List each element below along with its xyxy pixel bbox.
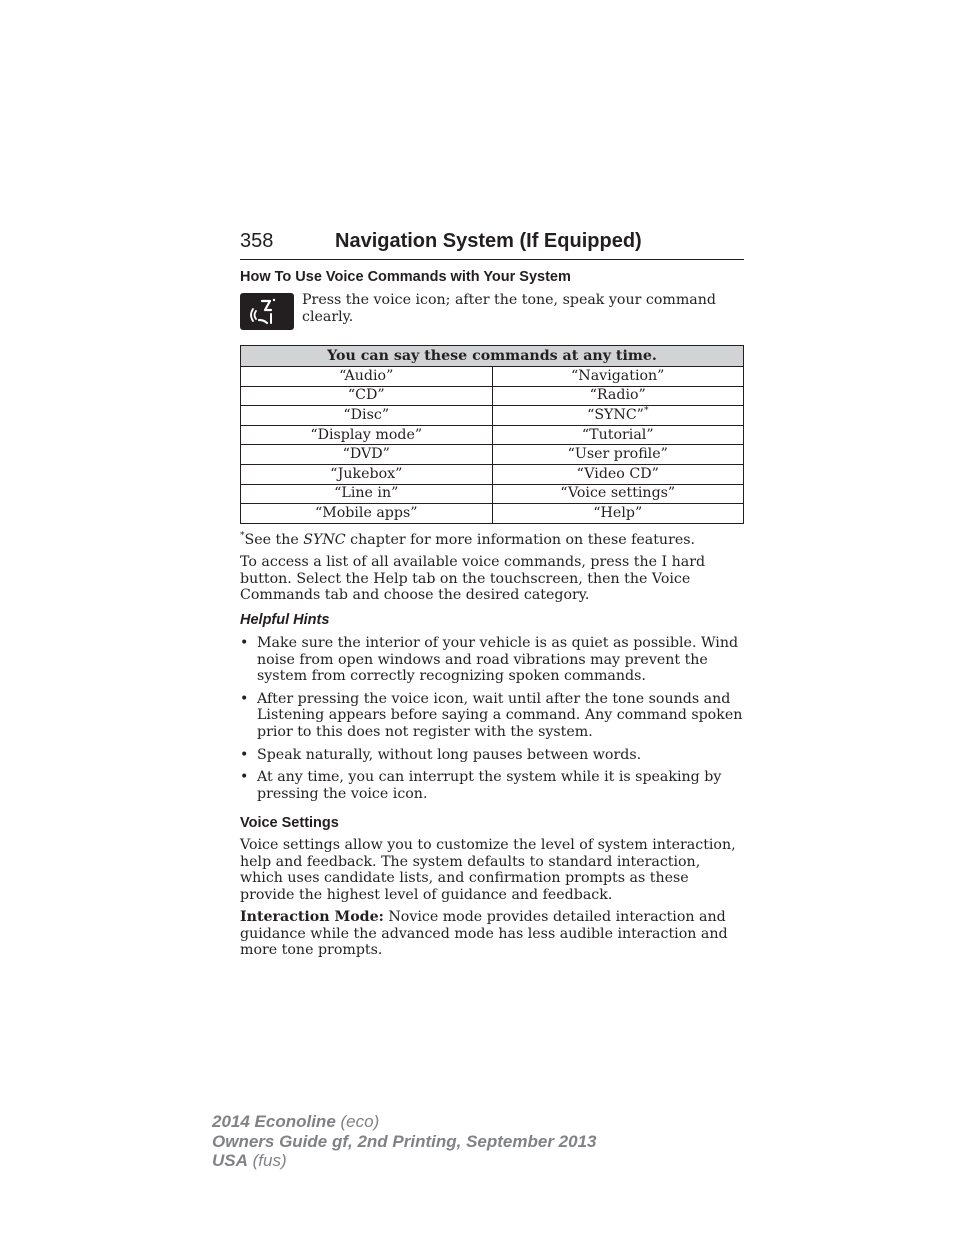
interaction-mode-label: Interaction Mode: bbox=[240, 909, 384, 925]
table-row bbox=[241, 484, 744, 504]
page-header bbox=[240, 229, 744, 260]
voice-settings-heading: Voice Settings bbox=[240, 815, 339, 831]
footer-region: USA bbox=[212, 1151, 248, 1170]
helpful-hints-heading: Helpful Hints bbox=[240, 612, 330, 628]
access-commands-paragraph: To access a list of all available voice commands, press the I hard button. Select the Help tab on the touchscreen, then the Voice Commands tab and choose the desired category. bbox=[240, 554, 706, 604]
command-cell: “DVD” bbox=[241, 445, 493, 465]
list-item bbox=[240, 691, 744, 741]
table-row bbox=[241, 406, 744, 426]
footer-region-line bbox=[212, 1151, 732, 1171]
footnote-marker: * bbox=[643, 405, 649, 416]
table-row bbox=[241, 445, 744, 465]
command-cell: “Mobile apps” bbox=[241, 504, 493, 524]
footer-region-code: (fus) bbox=[247, 1151, 287, 1170]
footnote-sync-reference: SYNC bbox=[303, 532, 346, 548]
command-cell: “CD” bbox=[241, 386, 493, 406]
command-cell: “Disc” bbox=[241, 406, 493, 426]
command-cell: “Help” bbox=[492, 504, 744, 524]
command-text: “SYNC” bbox=[587, 406, 644, 423]
command-cell: “Video CD” bbox=[492, 464, 744, 484]
table-header: You can say these commands at any time. bbox=[241, 346, 744, 367]
footnote-text-end: chapter for more information on these features. bbox=[345, 532, 696, 548]
footnote-text-start: See the bbox=[244, 532, 304, 548]
footer-model: 2014 Econoline bbox=[212, 1112, 336, 1131]
command-cell: “Jukebox” bbox=[241, 464, 493, 484]
hint-text: At any time, you can interrupt the system while it is speaking by pressing the voice icon. bbox=[257, 769, 722, 802]
voice-settings-paragraph: Voice settings allow you to customize the level of system interaction, help and feedback. The system defaults to standard interaction, which uses candidate lists, and confirmation prompts as these provide the highest level of guidance and feedback. bbox=[240, 837, 736, 903]
interaction-mode-paragraph bbox=[240, 909, 744, 959]
table-row bbox=[241, 386, 744, 406]
interaction-mode-text: Novice mode provides detailed interaction and guidance while the advanced mode has less audible interaction and more tone prompts. bbox=[240, 909, 728, 959]
hint-text: Make sure the interior of your vehicle is as quiet as possible. Wind noise from open windows and road vibrations may prevent the system from correctly recognizing spoken commands. bbox=[257, 635, 739, 685]
voice-command-icon bbox=[240, 293, 294, 330]
list-item bbox=[240, 769, 744, 802]
chapter-title: Navigation System (If Equipped) bbox=[335, 230, 642, 252]
command-cell: “User profile” bbox=[492, 445, 744, 465]
list-item bbox=[240, 635, 744, 685]
bullet: • bbox=[240, 635, 249, 651]
table-footnote bbox=[240, 532, 744, 549]
hint-text: After pressing the voice icon, wait until after the tone sounds and Listening appears before saying a command. Any command spoken prior to this does not register with the system. bbox=[257, 690, 743, 740]
footer-model-line bbox=[212, 1112, 732, 1132]
command-cell: “Voice settings” bbox=[492, 484, 744, 504]
footer-model-code: (eco) bbox=[335, 1112, 380, 1131]
table-row bbox=[241, 367, 744, 387]
page-footer bbox=[212, 1112, 732, 1171]
command-cell: “Tutorial” bbox=[492, 425, 744, 445]
table-row bbox=[241, 464, 744, 484]
table-row bbox=[241, 425, 744, 445]
list-item bbox=[240, 747, 744, 764]
command-cell: “Audio” bbox=[241, 367, 493, 387]
voice-icon-instruction: Press the voice icon; after the tone, speak your command clearly. bbox=[302, 292, 716, 325]
command-cell: “Line in” bbox=[241, 484, 493, 504]
voice-commands-table bbox=[240, 345, 744, 524]
bullet: • bbox=[240, 690, 249, 707]
page-number: 358 bbox=[240, 230, 274, 252]
footer-guide: Owners Guide gf, 2nd Printing, September 2013 bbox=[212, 1131, 597, 1151]
command-cell: “Display mode” bbox=[241, 425, 493, 445]
voice-commands-heading: How To Use Voice Commands with Your System bbox=[240, 269, 571, 285]
bullet: • bbox=[240, 769, 249, 786]
hint-text: Speak naturally, without long pauses between words. bbox=[257, 746, 642, 763]
bullet: • bbox=[240, 746, 249, 763]
footer-guide-line bbox=[212, 1132, 732, 1152]
command-cell: “Navigation” bbox=[492, 367, 744, 387]
helpful-hints-list bbox=[240, 635, 744, 808]
table-row bbox=[241, 504, 744, 524]
footnote-marker: * bbox=[240, 531, 245, 541]
command-cell bbox=[492, 406, 744, 426]
command-cell: “Radio” bbox=[492, 386, 744, 406]
